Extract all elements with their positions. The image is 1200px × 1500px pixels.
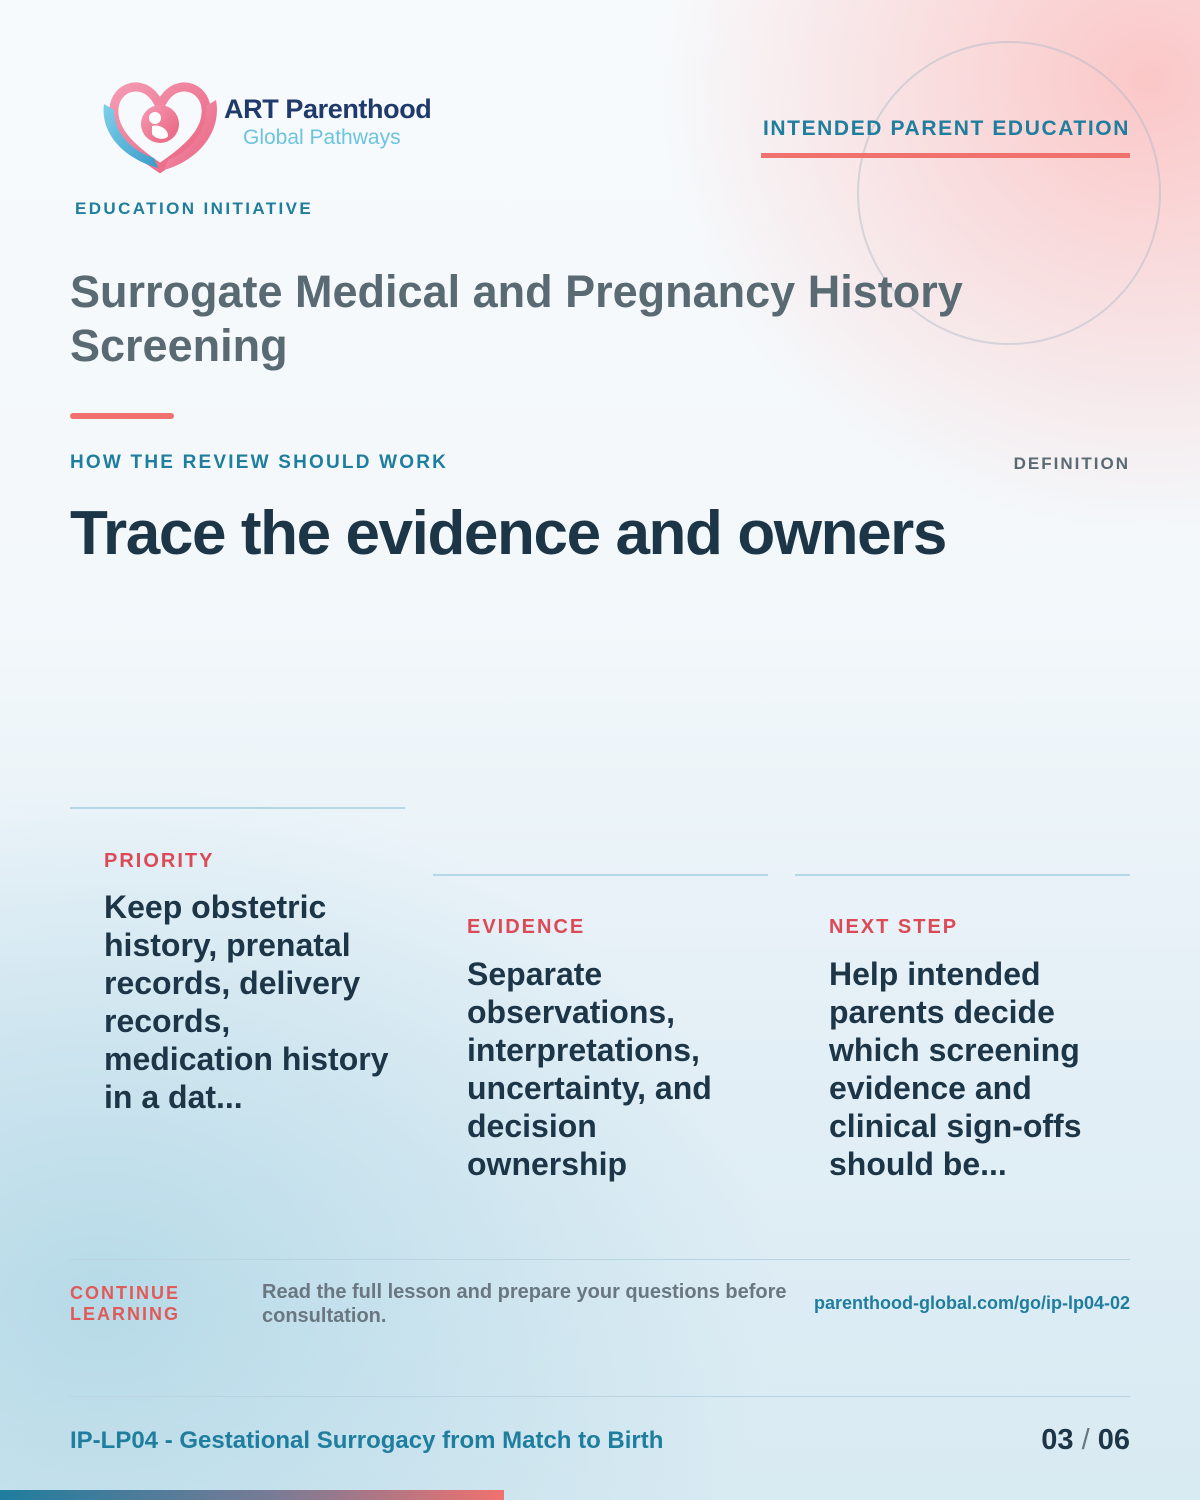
divider xyxy=(70,1259,1130,1260)
page-separator: / xyxy=(1081,1424,1090,1456)
course-title: IP-LP04 - Gestational Surrogacy from Match to Birth xyxy=(70,1427,664,1454)
page-total: 06 xyxy=(1097,1424,1130,1456)
card-label: EVIDENCE xyxy=(467,916,586,938)
section-kicker: HOW THE REVIEW SHOULD WORK xyxy=(70,452,449,473)
category-underline xyxy=(761,153,1130,158)
continue-learning-label: CONTINUE LEARNING xyxy=(70,1283,180,1324)
page-title: Surrogate Medical and Pregnancy History Screening xyxy=(70,266,963,371)
card-text: Separate observations, interpretations, uncertainty, and decision ownership xyxy=(467,956,712,1182)
accent-divider xyxy=(70,413,174,419)
evidence-card xyxy=(433,874,768,1206)
card-label: PRIORITY xyxy=(104,850,215,872)
continue-learning-text: Read the full lesson and prepare your questions before consultation. xyxy=(262,1281,787,1327)
next-step-card xyxy=(795,874,1130,1206)
page-number xyxy=(1041,1424,1130,1457)
card-label: NEXT STEP xyxy=(829,916,959,938)
progress-bar xyxy=(0,1490,504,1500)
category-label: INTENDED PARENT EDUCATION xyxy=(762,117,1130,140)
page-current: 03 xyxy=(1041,1424,1074,1456)
priority-card xyxy=(70,807,405,1209)
brand-subtitle: Global Pathways xyxy=(243,126,401,149)
headline: Trace the evidence and owners xyxy=(70,499,946,568)
brand-name: ART Parenthood xyxy=(224,94,432,124)
education-initiative-label: EDUCATION INITIATIVE xyxy=(75,199,314,218)
card-text: Help intended parents decide which screening evidence and clinical sign-offs should be... xyxy=(829,956,1082,1182)
divider xyxy=(70,1396,1130,1397)
lesson-link[interactable]: parenthood-global.com/go/ip-lp04-02 xyxy=(813,1293,1130,1313)
definition-tag: DEFINITION xyxy=(1013,454,1130,473)
heart-hands-baby-icon xyxy=(100,70,220,180)
card-text: Keep obstetric history, prenatal records, delivery records, medication history in a dat... xyxy=(104,889,389,1115)
